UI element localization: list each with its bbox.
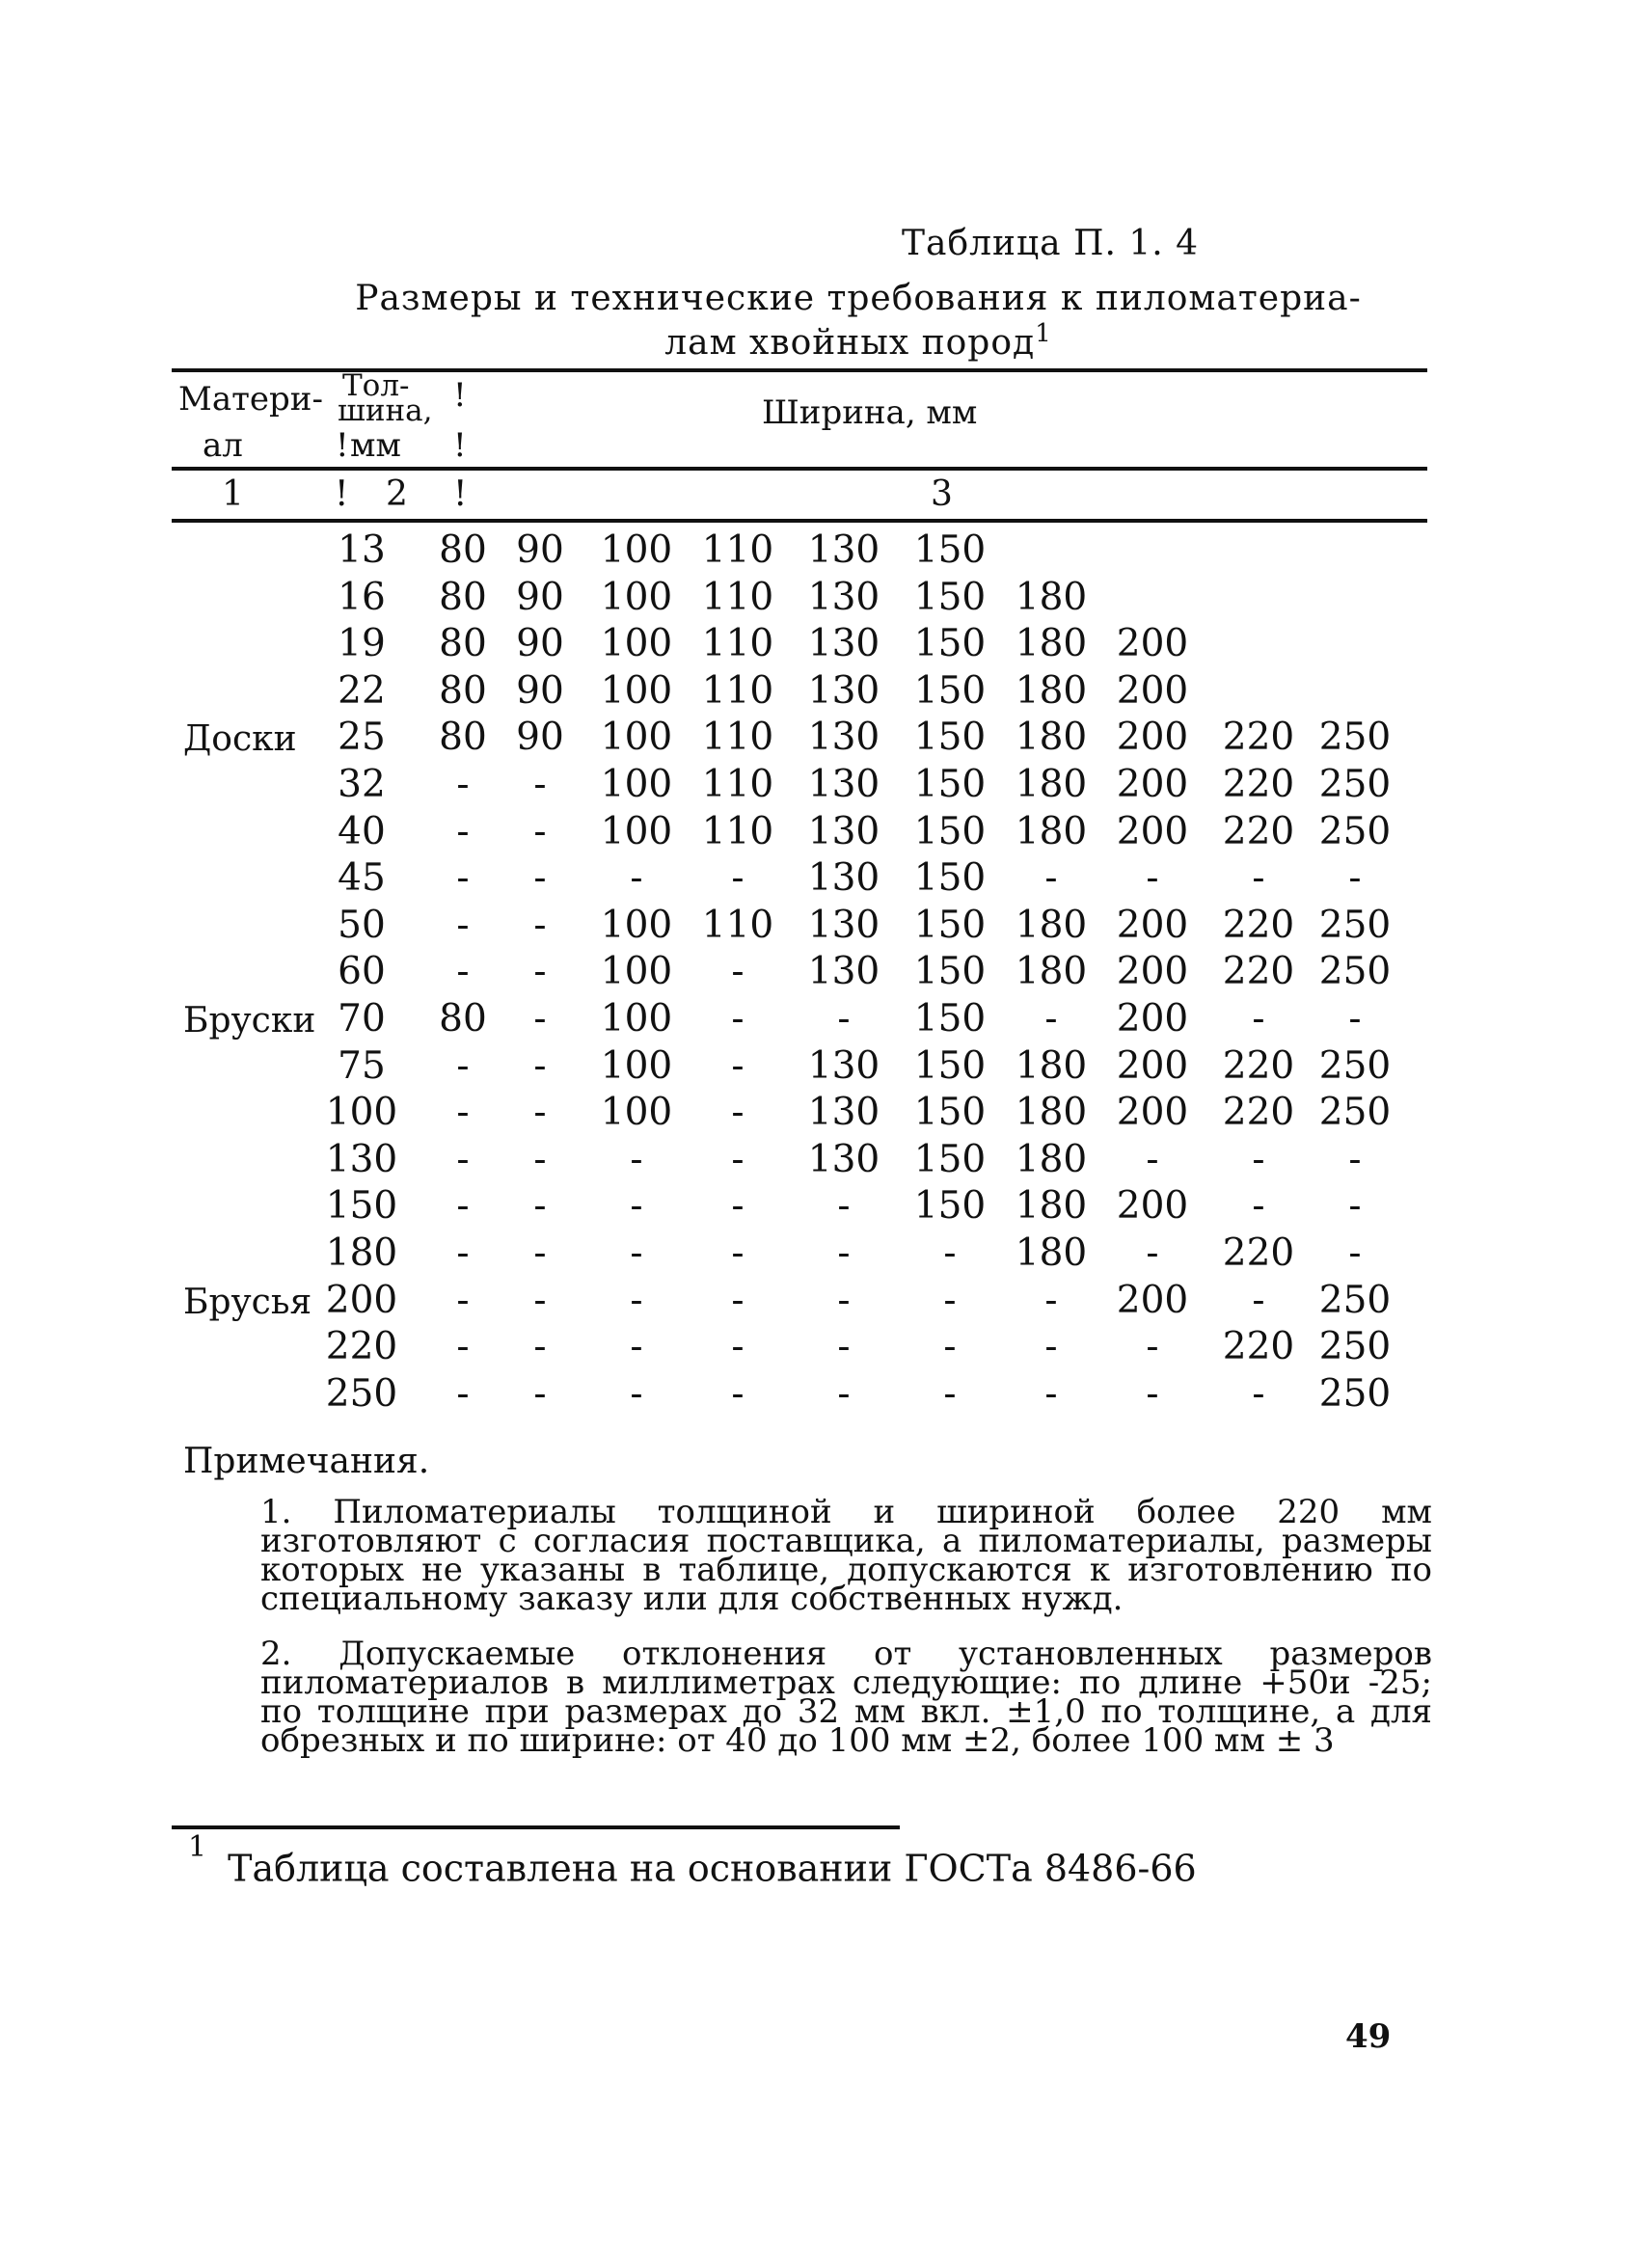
width-cell: 250 — [1318, 716, 1392, 760]
thickness-cell: 130 — [325, 1137, 398, 1181]
width-cell: 90 — [516, 716, 564, 760]
footnote-text: Таблица составлена на основании ГОСТа 8486-66 — [228, 1847, 1197, 1890]
width-cell: - — [456, 1231, 470, 1275]
width-cell: 250 — [1318, 1043, 1392, 1088]
width-cell: - — [1348, 997, 1362, 1041]
width-cell: - — [630, 1184, 643, 1229]
width-cell: - — [731, 856, 745, 901]
table-title — [270, 279, 1447, 363]
thickness-cell: 60 — [338, 950, 386, 994]
width-cell: 130 — [807, 1043, 880, 1088]
width-cell: - — [731, 1371, 745, 1416]
header-sep-e: ! — [453, 474, 468, 514]
width-cell: 180 — [1015, 950, 1088, 994]
width-cell: 100 — [600, 668, 673, 713]
width-cell: - — [1044, 856, 1058, 901]
width-cell: - — [731, 1184, 745, 1229]
column-number-2: 2 — [386, 474, 408, 514]
width-cell: 180 — [1015, 763, 1088, 806]
width-cell: - — [533, 1091, 547, 1135]
header-rule — [172, 467, 1427, 471]
width-cell: 200 — [1116, 1043, 1189, 1088]
width-cell: 200 — [1116, 1091, 1189, 1135]
width-cell: - — [731, 997, 745, 1041]
width-cell: 220 — [1222, 1043, 1295, 1088]
thickness-cell: 16 — [338, 575, 386, 619]
table-title-line-2 — [270, 316, 1447, 361]
width-cell: 110 — [701, 809, 774, 853]
material-label: Доски — [183, 719, 297, 760]
width-cell: - — [731, 1137, 745, 1181]
width-cell: - — [533, 1231, 547, 1275]
width-cell: 250 — [1318, 1278, 1392, 1322]
header-sep-a: ! — [336, 426, 349, 465]
width-cell: 150 — [913, 622, 987, 666]
header-thickness-3: мм — [350, 426, 401, 465]
width-cell: - — [630, 856, 643, 901]
width-cell: 100 — [600, 1043, 673, 1088]
width-cell: 110 — [701, 668, 774, 713]
table-caption: Таблица П. 1. 4 — [902, 224, 1200, 263]
width-cell: - — [1252, 1371, 1265, 1416]
width-cell: - — [456, 809, 470, 853]
width-cell: - — [837, 1184, 851, 1229]
table-title-line-1: Размеры и технические требования к пиломатериа- — [355, 279, 1362, 318]
width-cell: 200 — [1116, 668, 1189, 713]
width-cell: 100 — [600, 763, 673, 806]
note-2: 2. Допускаемые отклонения от установленных размеров пиломатериалов в миллиметрах следующие: по длине +50и -25; по толщине при размерах до 32 мм вкл. ±1,0 по толщине, а для обрезных и по ширине: от 40 до 100 мм ±2, более 100 мм ± 3 — [260, 1635, 1432, 1760]
width-cell: 80 — [439, 528, 487, 572]
width-cell: - — [533, 903, 547, 947]
header-thickness-1: Тол- — [342, 368, 410, 403]
width-cell: - — [533, 1371, 547, 1416]
width-cell: 200 — [1116, 716, 1189, 760]
width-cell: 220 — [1222, 716, 1295, 760]
header-sep-d: ! — [335, 474, 349, 514]
width-cell: 80 — [439, 668, 487, 713]
width-cell: 250 — [1318, 763, 1392, 806]
width-cell: 130 — [807, 528, 880, 572]
width-cell: 100 — [600, 716, 673, 760]
width-cell: 220 — [1222, 1325, 1295, 1369]
width-cell: - — [943, 1371, 957, 1416]
width-cell: 180 — [1015, 575, 1088, 619]
width-cell: - — [1146, 1325, 1159, 1369]
width-cell: 220 — [1222, 903, 1295, 947]
width-cell: - — [1348, 1184, 1362, 1229]
width-cell: 150 — [913, 950, 987, 994]
width-cell: - — [630, 1278, 643, 1322]
width-cell: - — [456, 1325, 470, 1369]
width-cell: 90 — [516, 575, 564, 619]
page-number: 49 — [1345, 2017, 1392, 2056]
width-cell: 180 — [1015, 903, 1088, 947]
width-cell: 150 — [913, 1043, 987, 1088]
width-cell: 180 — [1015, 1184, 1088, 1229]
notes-heading: Примечания. — [183, 1442, 430, 1481]
width-cell: 110 — [701, 575, 774, 619]
header-width: Ширина, мм — [762, 393, 978, 432]
thickness-cell: 150 — [325, 1184, 398, 1229]
width-cell: 130 — [807, 668, 880, 713]
width-cell: 180 — [1015, 622, 1088, 666]
width-cell: 200 — [1116, 1278, 1189, 1322]
column-number-rule — [172, 519, 1427, 523]
width-cell: 130 — [807, 716, 880, 760]
width-cell: 250 — [1318, 1325, 1392, 1369]
width-cell: 200 — [1116, 763, 1189, 806]
note-1: 1. Пиломатериалы толщиной и шириной более 220 мм изготовляют с согласия поставщика, а пиломатериалы, размеры которых не указаны в таблице, допускаются к изготовлению по специальному заказу или для собственных нужд. — [260, 1493, 1432, 1618]
width-cell: - — [731, 1325, 745, 1369]
footnote — [188, 1830, 1197, 1890]
width-cell: 200 — [1116, 997, 1189, 1041]
width-cell: 130 — [807, 1137, 880, 1181]
width-cell: 80 — [439, 716, 487, 760]
width-cell: - — [533, 763, 547, 806]
width-cell: - — [1348, 1137, 1362, 1181]
width-cell: 130 — [807, 575, 880, 619]
width-cell: 180 — [1015, 1043, 1088, 1088]
thickness-cell: 180 — [325, 1231, 398, 1275]
width-cell: - — [533, 1137, 547, 1181]
width-cell: - — [1252, 856, 1265, 901]
width-cell: 130 — [807, 809, 880, 853]
width-cell: - — [533, 997, 547, 1041]
header-thickness-2: шина, — [338, 393, 433, 428]
width-cell: - — [533, 1184, 547, 1229]
width-cell: - — [1348, 1231, 1362, 1275]
header-sep-b: ! — [453, 376, 467, 415]
width-cell: - — [456, 1043, 470, 1088]
width-cell: - — [630, 1325, 643, 1369]
width-cell: 180 — [1015, 716, 1088, 760]
width-cell: - — [456, 950, 470, 994]
width-cell: - — [731, 1231, 745, 1275]
width-cell: 90 — [516, 668, 564, 713]
width-cell: - — [1252, 1278, 1265, 1322]
width-cell: 90 — [516, 528, 564, 572]
thickness-cell: 200 — [325, 1278, 398, 1322]
width-cell: - — [837, 1278, 851, 1322]
width-cell: - — [456, 1278, 470, 1322]
width-cell: - — [1348, 856, 1362, 901]
width-cell: 110 — [701, 716, 774, 760]
width-cell: 250 — [1318, 809, 1392, 853]
width-cell: 80 — [439, 997, 487, 1041]
width-cell: - — [456, 903, 470, 947]
width-cell: - — [630, 1231, 643, 1275]
thickness-cell: 220 — [325, 1325, 398, 1369]
column-number-1: 1 — [222, 474, 244, 514]
width-cell: 100 — [600, 903, 673, 947]
thickness-cell: 100 — [325, 1091, 398, 1135]
width-cell: - — [943, 1231, 957, 1275]
width-cell: 250 — [1318, 1091, 1392, 1135]
width-cell: 150 — [913, 716, 987, 760]
thickness-cell: 75 — [338, 1043, 386, 1088]
width-cell: 180 — [1015, 1231, 1088, 1275]
thickness-cell: 45 — [338, 856, 386, 901]
width-cell: - — [1146, 1137, 1159, 1181]
header-sep-c: ! — [453, 426, 467, 465]
width-cell: 100 — [600, 997, 673, 1041]
width-cell: 130 — [807, 903, 880, 947]
thickness-cell: 22 — [338, 668, 386, 713]
width-cell: - — [1146, 1231, 1159, 1275]
width-cell: 150 — [913, 668, 987, 713]
width-cell: 250 — [1318, 903, 1392, 947]
width-cell: 150 — [913, 997, 987, 1041]
width-cell: 150 — [913, 528, 987, 572]
width-cell: - — [533, 856, 547, 901]
thickness-cell: 19 — [338, 622, 386, 666]
width-cell: 110 — [701, 622, 774, 666]
width-cell: 180 — [1015, 668, 1088, 713]
width-cell: - — [630, 1137, 643, 1181]
width-cell: - — [533, 1043, 547, 1088]
width-cell: 150 — [913, 575, 987, 619]
thickness-cell: 250 — [325, 1371, 398, 1416]
width-cell: - — [943, 1278, 957, 1322]
width-cell: - — [837, 1371, 851, 1416]
width-cell: 250 — [1318, 950, 1392, 994]
width-cell: - — [456, 1137, 470, 1181]
material-label: Брусья — [183, 1282, 312, 1322]
width-cell: 220 — [1222, 1231, 1295, 1275]
width-cell: - — [533, 809, 547, 853]
width-cell: 200 — [1116, 950, 1189, 994]
thickness-cell: 13 — [338, 528, 386, 572]
width-cell: 130 — [807, 856, 880, 901]
width-cell: - — [1252, 997, 1265, 1041]
width-cell: - — [837, 997, 851, 1041]
width-cell: - — [456, 763, 470, 806]
width-cell: 150 — [913, 1137, 987, 1181]
width-cell: - — [533, 1278, 547, 1322]
width-cell: 100 — [600, 809, 673, 853]
width-cell: 100 — [600, 575, 673, 619]
width-cell: - — [1252, 1137, 1265, 1181]
width-cell: 250 — [1318, 1371, 1392, 1416]
width-cell: - — [456, 1091, 470, 1135]
width-cell: 200 — [1116, 622, 1189, 666]
width-cell: - — [533, 1325, 547, 1369]
width-cell: 180 — [1015, 1137, 1088, 1181]
width-cell: 100 — [600, 622, 673, 666]
width-cell: - — [837, 1325, 851, 1369]
width-cell: 130 — [807, 1091, 880, 1135]
header-material-cont: ал — [203, 426, 243, 465]
width-cell: - — [456, 1371, 470, 1416]
width-cell: - — [1044, 997, 1058, 1041]
width-cell: 150 — [913, 763, 987, 806]
width-cell: - — [1044, 1325, 1058, 1369]
width-cell: 200 — [1116, 1184, 1189, 1229]
width-cell: - — [837, 1231, 851, 1275]
width-cell: 80 — [439, 575, 487, 619]
thickness-cell: 70 — [338, 997, 386, 1041]
width-cell: 220 — [1222, 950, 1295, 994]
width-cell: 150 — [913, 856, 987, 901]
width-cell: 150 — [913, 809, 987, 853]
width-cell: 100 — [600, 528, 673, 572]
width-cell: - — [943, 1325, 957, 1369]
width-cell: 150 — [913, 1184, 987, 1229]
width-cell: 130 — [807, 950, 880, 994]
width-cell: - — [731, 950, 745, 994]
width-cell: 80 — [439, 622, 487, 666]
width-cell: 100 — [600, 950, 673, 994]
footnote-mark: 1 — [188, 1830, 207, 1864]
width-cell: - — [1146, 856, 1159, 901]
width-cell: - — [533, 950, 547, 994]
width-cell: 100 — [600, 1091, 673, 1135]
width-cell: - — [630, 1371, 643, 1416]
thickness-cell: 32 — [338, 763, 386, 806]
header-material: Матери- — [178, 380, 323, 419]
material-label: Бруски — [183, 1001, 316, 1041]
table-title-line-2-text: лам хвойных пород — [664, 323, 1036, 363]
column-number-3: 3 — [931, 474, 953, 514]
width-cell: - — [1044, 1371, 1058, 1416]
width-cell: 110 — [701, 903, 774, 947]
width-cell: 200 — [1116, 903, 1189, 947]
title-footnote-mark: 1 — [1035, 319, 1052, 348]
width-cell: - — [1146, 1371, 1159, 1416]
width-cell: 220 — [1222, 763, 1295, 806]
thickness-cell: 40 — [338, 809, 386, 853]
footnote-rule — [172, 1825, 900, 1829]
width-cell: 220 — [1222, 1091, 1295, 1135]
thickness-cell: 25 — [338, 716, 386, 760]
width-cell: 220 — [1222, 809, 1295, 853]
width-cell: - — [456, 856, 470, 901]
width-cell: - — [731, 1091, 745, 1135]
width-cell: 150 — [913, 1091, 987, 1135]
width-cell: - — [456, 1184, 470, 1229]
width-cell: - — [1252, 1184, 1265, 1229]
width-cell: 90 — [516, 622, 564, 666]
width-cell: 180 — [1015, 809, 1088, 853]
width-cell: 150 — [913, 903, 987, 947]
width-cell: 110 — [701, 528, 774, 572]
width-cell: 130 — [807, 763, 880, 806]
width-cell: 110 — [701, 763, 774, 806]
width-cell: 200 — [1116, 809, 1189, 853]
width-cell: - — [731, 1043, 745, 1088]
thickness-cell: 50 — [338, 903, 386, 947]
width-cell: - — [731, 1278, 745, 1322]
width-cell: - — [1044, 1278, 1058, 1322]
width-cell: 180 — [1015, 1091, 1088, 1135]
width-cell: 130 — [807, 622, 880, 666]
